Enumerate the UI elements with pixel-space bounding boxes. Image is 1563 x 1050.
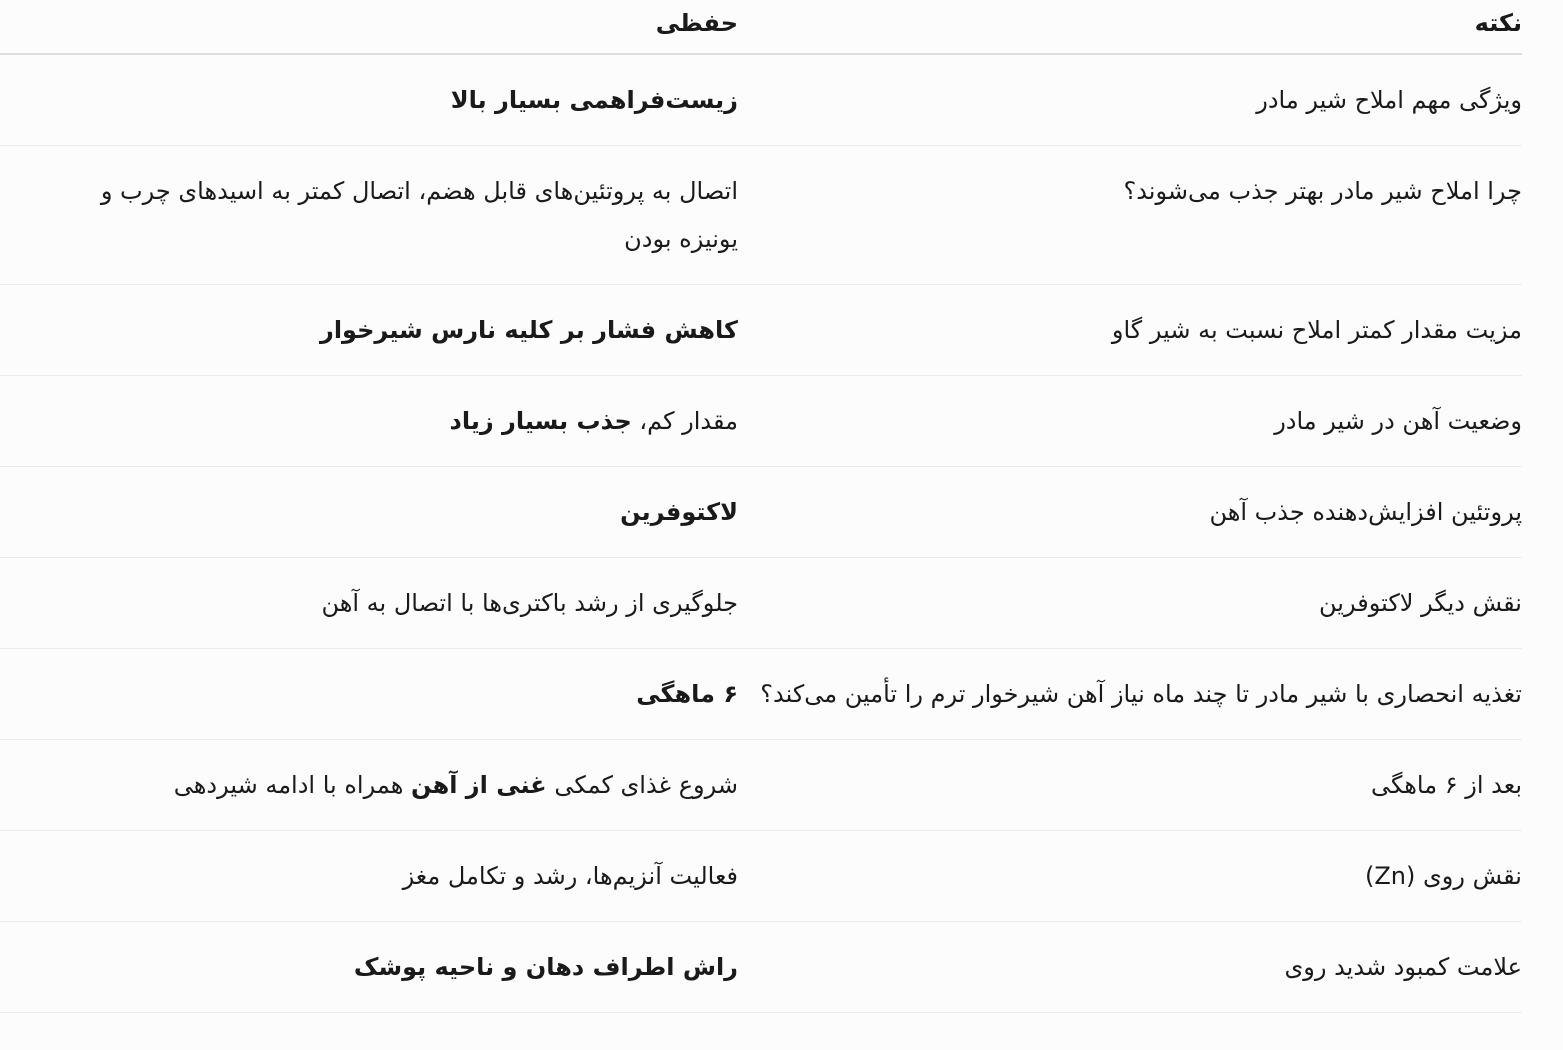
text-fragment: جلوگیری از رشد باکتری‌ها با اتصال به آهن [321,589,738,617]
row-point: نقش روی (Zn) [738,831,1522,922]
table-header [0,0,1522,54]
row-point: چرا املاح شیر مادر بهتر جذب می‌شوند؟ [738,146,1522,285]
row-memorize [0,467,738,558]
row-memorize [0,831,738,922]
table-body [0,54,1522,1013]
table-row [0,285,1522,376]
row-point: بعد از ۶ ماهگی [738,740,1522,831]
row-point: نقش دیگر لاکتوفرین [738,558,1522,649]
row-memorize [0,146,738,285]
bold-fragment: راش اطراف دهان و ناحیه پوشک [353,953,738,981]
bold-fragment: زیست‌فراهمی بسیار بالا [450,86,738,114]
row-point: مزیت مقدار کمتر املاح نسبت به شیر گاو [738,285,1522,376]
row-point: پروتئین افزایش‌دهنده جذب آهن [738,467,1522,558]
bold-fragment: ۶ ماهگی [636,680,738,708]
table-row [0,649,1522,740]
bold-fragment: کاهش فشار بر کلیه نارس شیرخوار [320,316,738,344]
table-row [0,558,1522,649]
row-memorize [0,740,738,831]
header-memorize: حفظی [0,0,738,54]
bold-fragment: غنی از آهن [410,771,547,799]
table-row [0,467,1522,558]
table-row [0,54,1522,146]
row-memorize [0,558,738,649]
row-memorize [0,376,738,467]
text-fragment: همراه با ادامه شیردهی [173,771,411,799]
table-row [0,740,1522,831]
row-point: ویژگی مهم املاح شیر مادر [738,54,1522,146]
row-point: علامت کمبود شدید روی [738,922,1522,1013]
row-memorize [0,922,738,1013]
bold-fragment: جذب بسیار زیاد [449,407,632,435]
text-fragment: مقدار کم، [631,407,738,435]
table-row [0,376,1522,467]
row-memorize [0,54,738,146]
header-point: نکته [738,0,1522,54]
row-point: تغذیه انحصاری با شیر مادر تا چند ماه نیاز آهن شیرخوار ترم را تأمین می‌کند؟ [738,649,1522,740]
row-memorize [0,649,738,740]
table-row [0,146,1522,285]
table-row [0,831,1522,922]
table-row [0,922,1522,1013]
row-memorize [0,285,738,376]
bold-fragment: لاکتوفرین [620,498,738,526]
text-fragment: شروع غذای کمکی [546,771,738,799]
text-fragment: اتصال به پروتئین‌های قابل هضم، اتصال کمتر به اسیدهای چرب و یونیزه بودن [93,177,738,253]
text-fragment: فعالیت آنزیم‌ها، رشد و تکامل مغز [402,862,738,890]
header-row [0,0,1522,54]
row-point: وضعیت آهن در شیر مادر [738,376,1522,467]
